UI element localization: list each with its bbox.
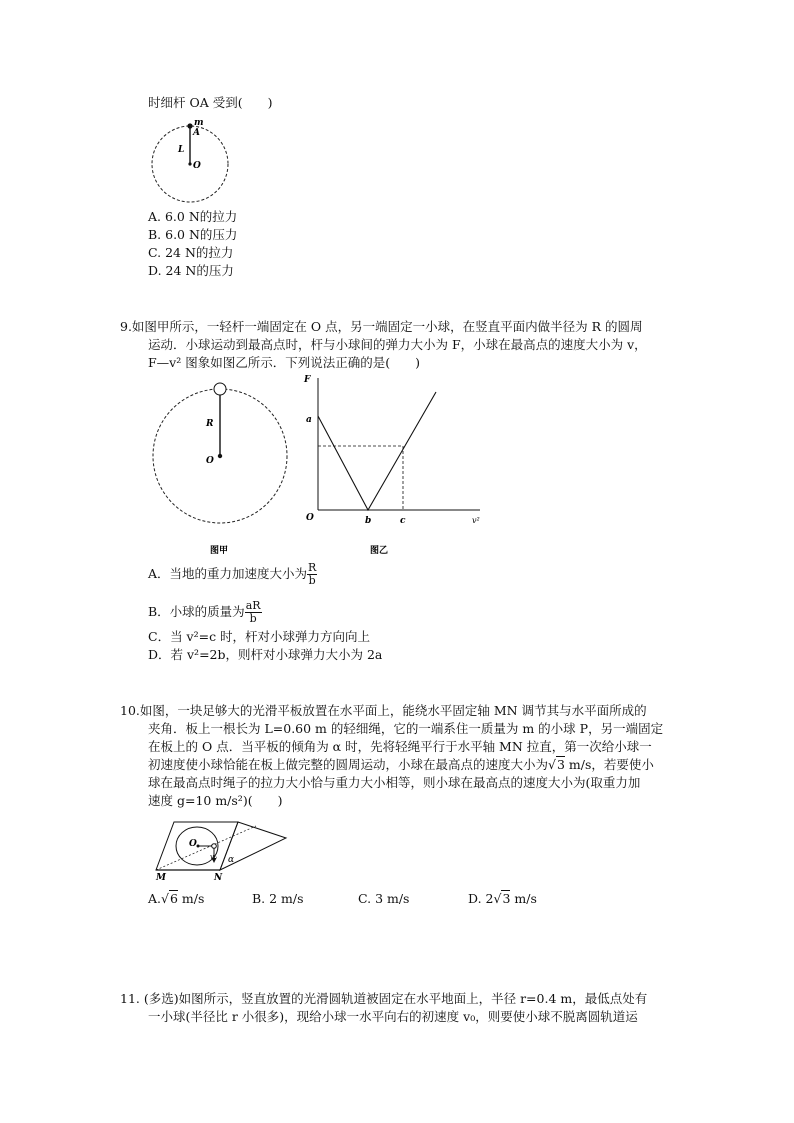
q10-label-alpha: α <box>228 855 235 865</box>
q9b-label-a: a <box>306 415 312 425</box>
q9-option-b-text: B．小球的质量为 <box>148 604 245 619</box>
q9b-label-b: b <box>365 516 372 526</box>
q10-line-4-pre: 初速度使小球恰能在板上做完整的圆周运动，小球在最高点的速度大小为 <box>148 757 549 772</box>
q8-stem-tail: 时细杆 OA 受到( ) <box>148 95 273 110</box>
q10-option-a-unit: m/s <box>177 891 205 906</box>
q10-line-6: 速度 g=10 m/s²)( ) <box>148 793 283 808</box>
q9-option-a-text: A．当地的重力加速度大小为 <box>148 566 308 581</box>
q10-option-d-unit: m/s <box>510 891 537 906</box>
q9-option-a-numerator: R <box>308 561 317 574</box>
q9a-pivot <box>218 454 222 458</box>
q9-option-a-fraction <box>307 562 317 587</box>
q8-label-l: L <box>178 145 185 155</box>
q10-option-a <box>148 890 204 908</box>
q8-option-b: B. 6.0 N的压力 <box>148 227 238 242</box>
q10-line-4-root: 3 <box>556 757 565 772</box>
q10-line-5: 球在最高点时绳子的拉力大小恰与重力大小相等，则小球在最高点的速度大小为(取重力加 <box>148 775 641 790</box>
q9-line-2: 运动．小球运动到最高点时，杆与小球间的弹力大小为 F，小球在最高点的速度大小为 v， <box>148 337 647 352</box>
sqrt-icon: √ <box>493 891 502 906</box>
q9b-label-o: O <box>306 513 314 523</box>
q9a-caption: 图甲 <box>210 546 229 556</box>
sqrt-icon: √ <box>161 891 169 906</box>
q10-line-4-post: m/s，若要使小 <box>564 757 654 772</box>
q9b-caption: 图乙 <box>370 546 389 556</box>
q9b-f-curve <box>318 392 436 510</box>
q10-label-m: M <box>156 873 166 882</box>
q9-option-d: D．若 v²=2b，则杆对小球弹力大小为 2a <box>148 647 383 662</box>
q10-option-c: C. 3 m/s <box>358 891 410 906</box>
q9b-label-c: c <box>400 516 406 526</box>
q10-ball <box>212 844 217 849</box>
q8-pivot <box>188 162 191 165</box>
q9-figure-a <box>150 378 290 558</box>
q9-line-3: F—v² 图象如图乙所示．下列说法正确的是( ) <box>148 355 420 370</box>
q9-line-1: 9.如图甲所示，一轻杆一端固定在 O 点，另一端固定一小球，在竖直平面内做半径为 R 的圆周 <box>120 319 643 334</box>
q11-line-1: 11. (多选)如图所示，竖直放置的光滑圆轨道被固定在水平地面上，半径 r=0.4 m，最低点处有 <box>120 991 648 1006</box>
q9b-label-f: F <box>304 375 311 385</box>
q9b-label-v2: v² <box>472 516 480 525</box>
q8-ball <box>187 123 192 128</box>
q10-label-o: O <box>189 839 197 849</box>
q10-label-n: N <box>214 873 223 882</box>
q8-option-a: A. 6.0 N的拉力 <box>148 209 238 224</box>
q8-figure <box>148 116 234 204</box>
q10-pivot <box>197 845 200 848</box>
q10-option-a-pre: A. <box>148 891 162 906</box>
q10-line-1: 10.如图，一块足够大的光滑平板放置在水平面上，能绕水平固定轴 MN 调节其与水平面所成的 <box>120 703 647 718</box>
q8-option-d: D. 24 N的压力 <box>148 263 234 278</box>
q10-option-d-root: 3 <box>502 891 511 906</box>
q10-line-2: 夹角．板上一根长为 L=0.60 m 的轻细绳，它的一端系住一质量为 m 的小球 P，另一端固定 <box>148 721 664 736</box>
q9-option-a <box>148 560 317 588</box>
q8-label-a: A <box>193 128 200 138</box>
q8-option-c: C. 24 N的拉力 <box>148 245 234 260</box>
q9-option-b-numerator: aR <box>245 599 261 612</box>
q9-option-c: C．当 v²=c 时，杆对小球弹力方向向上 <box>148 629 371 644</box>
q10-line-4 <box>148 756 654 774</box>
q10-line-3: 在板上的 O 点．当平板的倾角为 α 时，先将轻绳平行于水平轴 MN 拉直，第一次给小球一 <box>148 739 652 754</box>
q9a-label-r: R <box>206 419 214 429</box>
q10-option-d-pre: D. 2 <box>468 891 494 906</box>
q9-figure-b <box>298 370 488 560</box>
q9a-ball <box>214 383 226 395</box>
q8-label-m: m <box>194 118 204 128</box>
q9-option-b-denominator: b <box>249 612 257 625</box>
q9-option-a-denominator: b <box>308 574 316 587</box>
q9-option-b <box>148 598 262 626</box>
q10-label-v0: v₀ <box>210 853 217 861</box>
q10-option-b: B. 2 m/s <box>252 891 304 906</box>
q9-option-b-fraction <box>245 600 262 625</box>
q10-figure <box>150 818 290 882</box>
q8-label-o: O <box>193 161 201 171</box>
q10-option-a-root: 6 <box>169 891 178 906</box>
q10-option-d <box>468 890 537 908</box>
q9a-label-o: O <box>206 456 214 466</box>
sqrt-icon: √ <box>548 757 556 772</box>
q11-line-2: 一小球(半径比 r 小很多)，现给小球一水平向右的初速度 v₀，则要使小球不脱离圆轨道运 <box>148 1009 638 1024</box>
